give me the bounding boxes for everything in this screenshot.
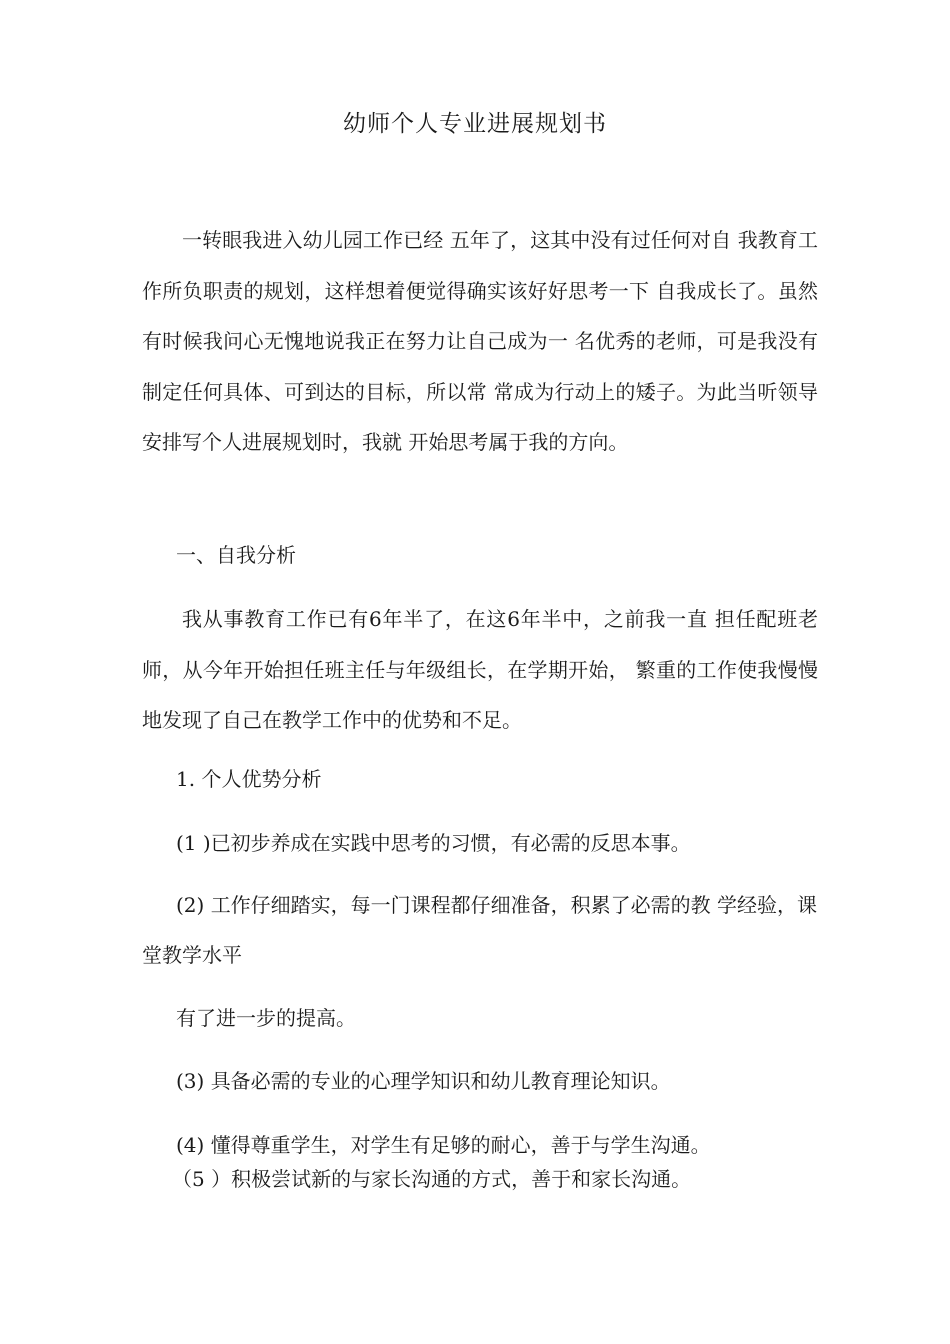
document-title: 幼师个人专业进展规划书 [343, 111, 607, 137]
intro-paragraph: 一转眼我进入幼儿园工作已经 五年了，这其中没有过任何对自 我教育工作所负职责的规划，这样想着便觉得确实该好好思考一下 自我成长了。虽然有时候我问心无愧地说我正在努力让自己成为一 名优秀的老师，可是我没有制定任何具体、可到达的目标，所以常 常成为行动上的矮子。为此当听领导安排写个人进展规划时，我就 开始思考属于我的方向。 [142, 228, 818, 454]
list-item: (2) 工作仔细踏实，每一门课程都仔细准备，积累了必需的教 学经验，课堂教学水平 [142, 893, 818, 967]
list-item: (3) 具备必需的专业的心理学知识和幼儿教育理论知识。 [176, 1069, 671, 1093]
list-item: （5 ）积极尝试新的与家长沟通的方式，善于和家长沟通。 [172, 1167, 692, 1191]
subheading-strengths: 1. 个人优势分析 [176, 767, 322, 791]
self-analysis-paragraph: 我从事教育工作已有6年半了，在这6年半中，之前我一直 担任配班老师，从今年开始担任班主任与年级组长，在学期开始， 繁重的工作使我慢慢地发现了自己在教学工作中的优势和不足。 [142, 607, 818, 732]
list-item: (4) 懂得尊重学生，对学生有足够的耐心，善于与学生沟通。 [176, 1133, 711, 1157]
section-heading: 一、自我分析 [176, 543, 296, 567]
list-item-continuation: 有了进一步的提高。 [176, 1006, 356, 1030]
list-item: (1 )已初步养成在实践中思考的习惯，有必需的反思本事。 [176, 831, 691, 855]
